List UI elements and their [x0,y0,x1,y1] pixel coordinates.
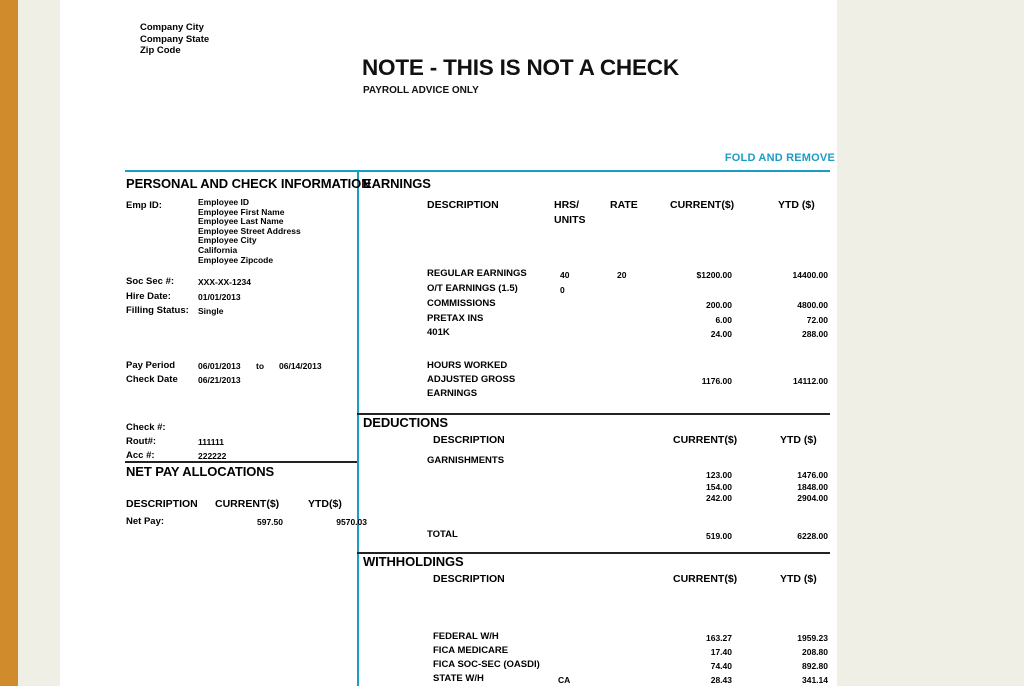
earnings-row-label: PRETAX INS [427,313,484,324]
earnings-col-ytd: YTD ($) [778,199,815,211]
company-address-line: Company City [140,22,204,33]
deductions-col-current: CURRENT($) [673,434,738,446]
check-date-value: 06/21/2013 [198,375,241,385]
deductions-col-description: DESCRIPTION [433,434,505,446]
deductions-row-ytd: 1848.00 [797,482,828,492]
note-title: NOTE - THIS IS NOT A CHECK [362,55,679,80]
hire-date-value: 01/01/2013 [198,292,241,302]
net-pay-row-ytd: 9570.03 [336,517,367,527]
earnings-summary-ytd: 14112.00 [793,376,828,386]
earnings-section-title: EARNINGS [363,176,431,191]
net-pay-section-title: NET PAY ALLOCATIONS [126,464,275,479]
deductions-row-current: 242.00 [706,493,732,503]
employee-info-line: Employee City [198,235,257,246]
earnings-row-label: COMMISSIONS [427,298,496,309]
withholdings-row-current: 163.27 [706,633,732,643]
earnings-row-label: REGULAR EARNINGS [427,268,527,279]
earnings-row-hrs: 40 [560,270,570,280]
net-pay-row-label: Net Pay: [126,516,165,527]
net-pay-col-description: DESCRIPTION [126,498,198,510]
employee-info-line: Employee ID [198,197,250,207]
earnings-col-description: DESCRIPTION [427,199,499,211]
earnings-summary-label: HOURS WORKED [427,360,508,371]
withholdings-col-ytd: YTD ($) [780,573,817,585]
earnings-row-current: 24.00 [710,329,732,339]
deductions-row-ytd: 2904.00 [797,493,828,503]
deductions-section-title: DEDUCTIONS [363,415,448,430]
earnings-row-hrs: 0 [560,285,565,295]
earnings-summary-label: ADJUSTED GROSS [427,374,516,385]
employee-info-block [198,198,301,265]
withholdings-section-title: WITHHOLDINGS [363,554,464,569]
withholdings-row-label: FEDERAL W/H [433,631,499,642]
earnings-row-ytd: 14400.00 [792,270,828,280]
hire-date-label: Hire Date: [126,291,171,302]
note-subtitle: PAYROLL ADVICE ONLY [363,85,479,96]
withholdings-row-current: 74.40 [710,661,732,671]
net-pay-col-ytd: YTD($) [308,498,342,510]
earnings-row-current: 200.00 [706,300,732,310]
earnings-row-current: $1200.00 [696,270,732,280]
earnings-row-ytd: 288.00 [802,329,828,339]
company-address-line: Zip Code [140,45,181,56]
check-number-label: Check #: [126,422,166,433]
earnings-row-label: 401K [427,327,450,338]
earnings-col-rate: RATE [610,199,638,211]
routing-number-label: Rout#: [126,436,157,447]
withholdings-col-current: CURRENT($) [673,573,738,585]
earnings-row-label: O/T EARNINGS (1.5) [427,283,518,294]
withholdings-row-ytd: 892.80 [802,661,828,671]
deductions-total-label: TOTAL [427,529,458,540]
pay-period-to: to [256,361,265,371]
employee-info-line: Employee Street Address [198,225,301,236]
withholdings-row-current: 17.40 [710,647,732,657]
withholdings-row-current: 28.43 [710,675,732,685]
soc-sec-label: Soc Sec #: [126,276,175,287]
emp-id-label: Emp ID: [126,200,162,211]
filing-status-label: Filling Status: [126,305,189,316]
account-number-label: Acc #: [126,450,155,461]
net-pay-col-current: CURRENT($) [215,498,280,510]
filing-status-value: Single [198,306,224,316]
earnings-col-current: CURRENT($) [670,199,735,211]
left-margin [18,0,60,686]
employee-info-line: Employee Zipcode [198,254,274,265]
pay-period-start: 06/01/2013 [198,361,241,371]
deductions-total-ytd: 6228.00 [797,531,828,541]
withholdings-row-ytd: 341.14 [802,675,828,685]
withholdings-row-state: CA [558,675,571,685]
company-address-block [140,22,209,57]
divider-net-pay [125,461,357,463]
pay-period-end: 06/14/2013 [279,361,322,371]
withholdings-row-ytd: 208.80 [802,647,828,657]
company-address-line: Company State [140,33,210,45]
earnings-col-hrs-units: HRS/ [554,199,580,211]
pay-period-label: Pay Period [126,360,176,371]
earnings-col-units-line2: UNITS [554,214,586,226]
withholdings-row-ytd: 1959.23 [797,633,828,643]
personal-section-title: PERSONAL AND CHECK INFORMATION [126,176,371,191]
soc-sec-value: XXX-XX-1234 [198,277,251,287]
deductions-col-ytd: YTD ($) [780,434,817,446]
employee-info-line: Employee First Name [198,206,285,217]
withholdings-col-description: DESCRIPTION [433,573,505,585]
employee-info-line: Employee Last Name [198,216,284,227]
earnings-row-rate: 20 [617,270,627,280]
earnings-row-ytd: 4800.00 [797,300,828,310]
divider-vertical [357,170,359,686]
employee-info-line: California [198,244,238,255]
right-margin [837,0,1024,686]
earnings-summary-current: 1176.00 [701,376,732,386]
deductions-row-current: 123.00 [706,470,732,480]
deductions-row-current: 154.00 [706,482,732,492]
fold-and-remove-label: FOLD AND REMOVE [724,152,835,164]
routing-number-value: 111111 [198,437,225,447]
left-color-strip [0,0,18,686]
account-number-value: 222222 [198,451,227,461]
check-date-label: Check Date [126,374,178,385]
withholdings-row-label: STATE W/H [433,673,484,684]
deductions-subheader: GARNISHMENTS [427,455,505,466]
withholdings-row-label: FICA MEDICARE [433,645,509,656]
earnings-summary-label: EARNINGS [427,388,478,399]
deductions-row-ytd: 1476.00 [797,470,828,480]
deductions-total-current: 519.00 [706,531,732,541]
net-pay-row-current: 597.50 [257,517,283,527]
earnings-row-ytd: 72.00 [806,315,828,325]
withholdings-row-label: FICA SOC-SEC (OASDI) [433,659,540,670]
divider-top [125,170,830,172]
document-page [60,0,837,686]
earnings-row-current: 6.00 [715,315,732,325]
